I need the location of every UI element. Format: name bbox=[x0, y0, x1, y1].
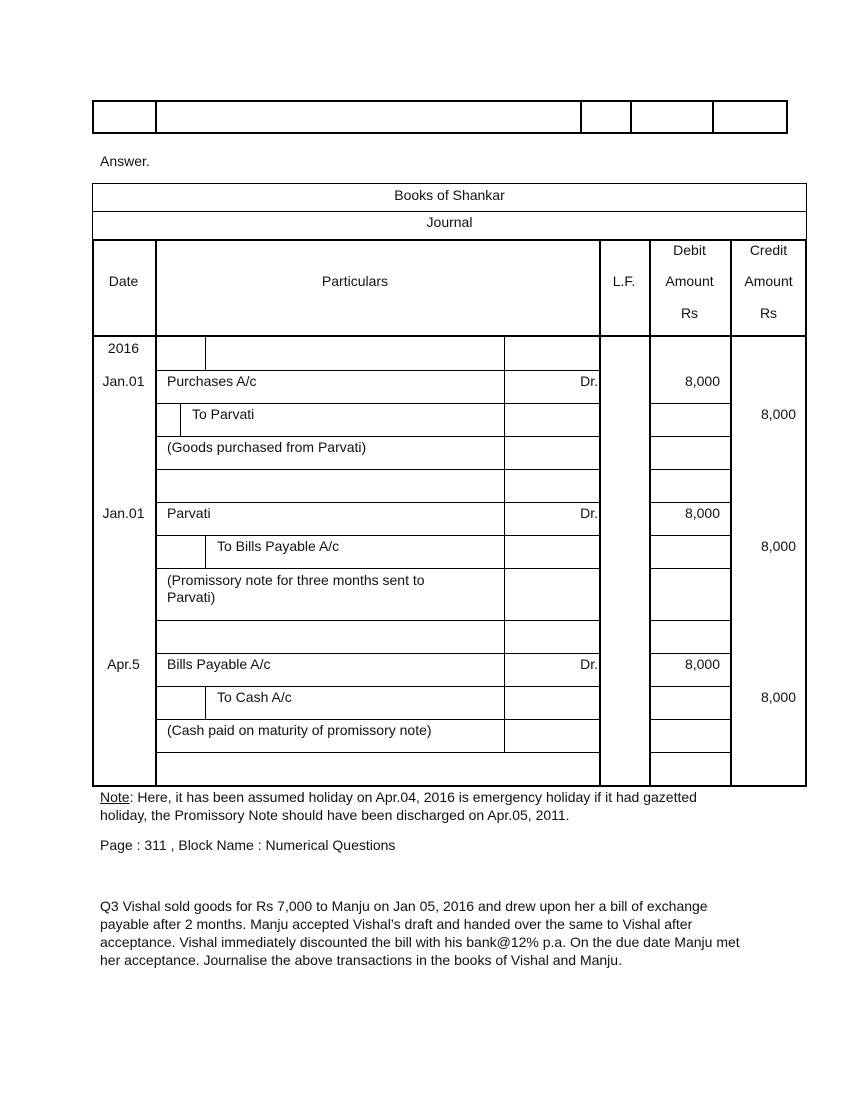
note-paragraph bbox=[100, 788, 720, 824]
entry-narration: (Cash paid on maturity of promissory note) bbox=[167, 722, 432, 738]
header-particulars: Particulars bbox=[321, 273, 389, 289]
note-label: Note bbox=[100, 789, 130, 805]
entry-narration: (Promissory note for three months sent to Parvati) bbox=[167, 572, 425, 605]
header-debit-2: Amount bbox=[665, 273, 714, 289]
entry-date: Jan.01 bbox=[102, 505, 145, 521]
table-subtitle: Journal bbox=[426, 214, 473, 230]
entry-credit-amount: 8,000 bbox=[760, 538, 796, 554]
entry-credit-amount: 8,000 bbox=[760, 406, 796, 422]
entry-debit-account: Purchases A/c bbox=[167, 373, 257, 389]
entry-date: Jan.01 bbox=[102, 373, 145, 389]
entry-debit-amount: 8,000 bbox=[684, 656, 720, 672]
header-date: Date bbox=[108, 273, 139, 289]
entry-date: Apr.5 bbox=[107, 656, 140, 672]
header-credit-2: Amount bbox=[744, 273, 793, 289]
note-text: : Here, it has been assumed holiday on Apr.04, 2016 is emergency holiday if it had gazetted holiday, the Promissory Note should have been discharged on Apr.05, 2011. bbox=[100, 789, 697, 823]
entry-dr-label: Dr. bbox=[580, 373, 598, 389]
header-lf: L.F. bbox=[612, 273, 636, 289]
question-text: Q3 Vishal sold goods for Rs 7,000 to Manju on Jan 05, 2016 and drew upon her a bill of exchange payable after 2 months. Manju accepted Vishal’s draft and handed over the same to Vishal after acceptance. Vishal immediately discounted the bill with his bank@12% p.a. On the due date Manju met her acceptance. Journalise the above transactions in the books of Vishal and Manju. bbox=[100, 898, 740, 968]
entry-debit-amount: 8,000 bbox=[684, 505, 720, 521]
header-debit-3: Rs bbox=[680, 305, 699, 321]
entry-dr-label: Dr. bbox=[580, 656, 598, 672]
header-credit-1: Credit bbox=[749, 242, 788, 258]
entry-debit-account: Parvati bbox=[167, 505, 211, 521]
entry-debit-account: Bills Payable A/c bbox=[167, 656, 271, 672]
header-credit-3: Rs bbox=[759, 305, 778, 321]
entry-debit-amount: 8,000 bbox=[684, 373, 720, 389]
entry-dr-label: Dr. bbox=[580, 505, 598, 521]
header-debit-1: Debit bbox=[673, 242, 706, 258]
page-info: Page : 311 , Block Name : Numerical Questions bbox=[100, 837, 396, 853]
entry-credit-amount: 8,000 bbox=[760, 689, 796, 705]
entry-narration: (Goods purchased from Parvati) bbox=[167, 439, 367, 455]
year-label: 2016 bbox=[107, 340, 140, 356]
table-title: Books of Shankar bbox=[394, 187, 505, 203]
entry-credit-account: To Cash A/c bbox=[217, 689, 292, 705]
entry-credit-account: To Bills Payable A/c bbox=[217, 538, 340, 554]
entry-credit-account: To Parvati bbox=[192, 406, 255, 422]
answer-label: Answer. bbox=[100, 153, 150, 169]
